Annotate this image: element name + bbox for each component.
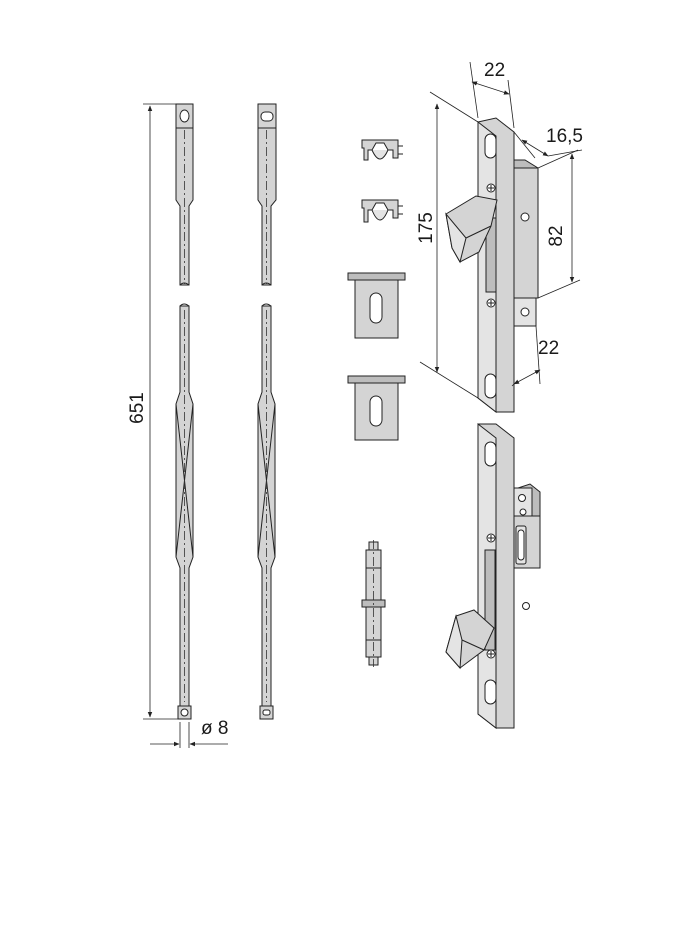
connector-pin [362, 540, 385, 667]
dim-rod-diameter-label: ø 8 [201, 718, 229, 739]
rod-guide-upper [348, 273, 405, 338]
lock-lower [446, 424, 540, 728]
dim-body-height [538, 150, 580, 298]
dim-offset [512, 326, 559, 386]
dim-rod-length [127, 104, 178, 719]
dim-body-depth [514, 126, 583, 158]
dim-rod-diameter [150, 718, 228, 748]
dim-body-depth-label: 16,5 [546, 126, 583, 147]
lock-upper [446, 118, 538, 412]
dim-rod-length-label: 651 [127, 392, 148, 424]
dim-plate-width [470, 60, 514, 128]
clip-lower [362, 200, 403, 222]
clip-upper [362, 140, 403, 160]
dim-plate-height-label: 175 [416, 212, 437, 244]
rod-right [258, 104, 276, 719]
dim-plate-width-label: 22 [484, 60, 506, 81]
dim-offset-label: 22 [538, 338, 560, 359]
dim-body-height-label: 82 [546, 225, 567, 247]
rod-guide-lower [348, 376, 405, 440]
rod-left [176, 104, 193, 719]
